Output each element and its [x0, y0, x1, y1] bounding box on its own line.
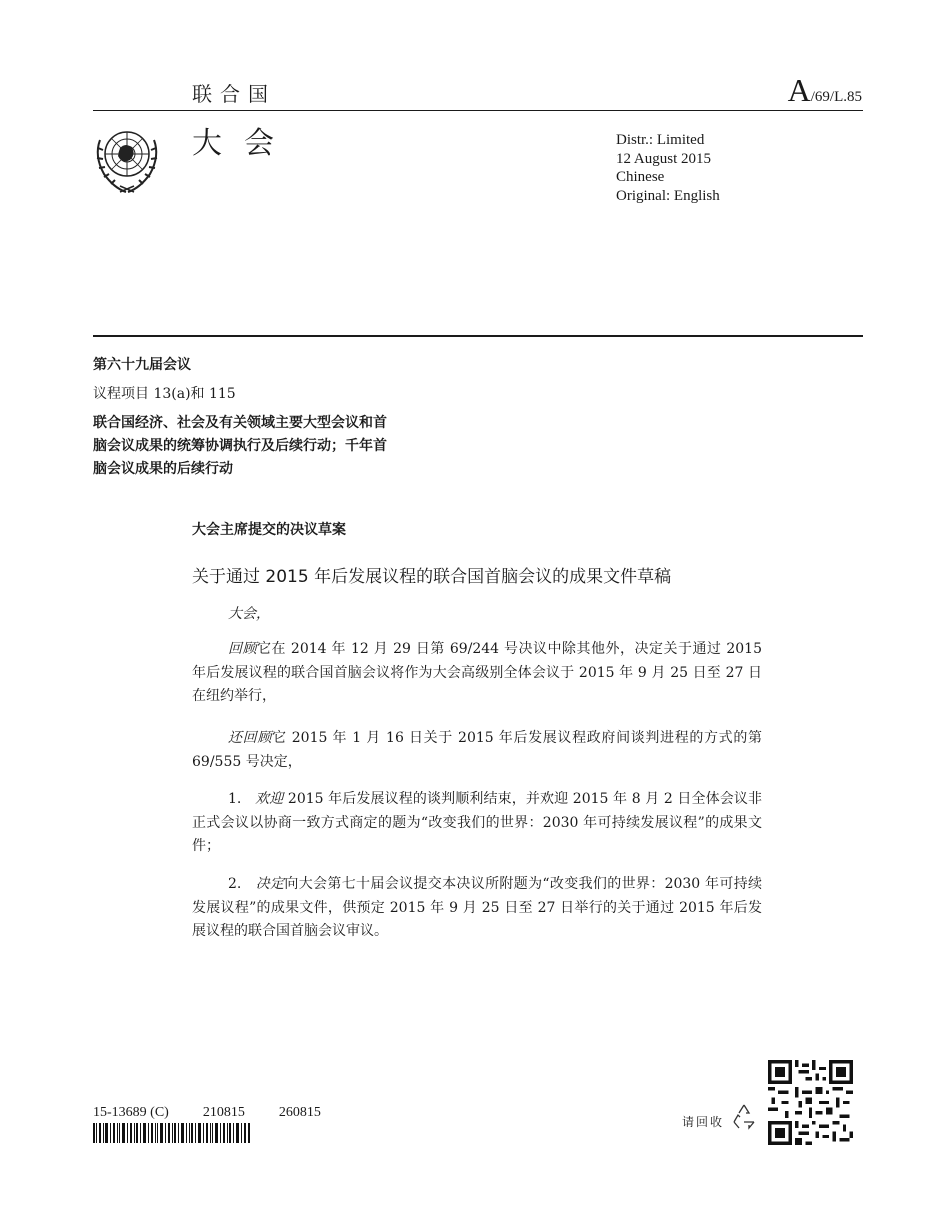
submitted-by: 大会主席提交的决议草案	[192, 522, 346, 538]
doc-number: 15-13689 (C)	[93, 1105, 169, 1120]
distr-date: 12 August 2015	[616, 150, 712, 167]
preamble-1-text: 它在 2014 年 12 月 29 日第 69/244 号决议中除其他外，决定关于通过 2015 年后发展议程的联合国首脑会议将作为大会高级别全体会议于 2015 年 9 月 25 日至 27 日在纽约举行，	[192, 641, 762, 704]
distr-language: Chinese	[616, 169, 665, 185]
preamble-subject	[192, 603, 762, 627]
footer-date-2: 260815	[278, 1105, 321, 1120]
operative-paragraph-1	[192, 788, 762, 859]
op-1-number: 1.	[228, 791, 242, 807]
op-2-lead: 决定	[255, 876, 285, 892]
operative-paragraph-2	[192, 873, 762, 944]
un-emblem-icon	[92, 118, 162, 198]
job-number-line	[93, 1105, 355, 1121]
qr-code-icon	[768, 1060, 853, 1145]
distr-original: Original: English	[616, 187, 720, 204]
preamble-2-lead: 还回顾	[228, 730, 272, 746]
organization-name: 联合国	[192, 82, 276, 106]
barcode-icon	[93, 1123, 250, 1143]
preamble-2-text: 它 2015 年 1 月 16 日关于 2015 年后发展议程政府间谈判进程的方式的第 69/555 号决定，	[192, 730, 762, 770]
recycle-label: 请回收	[682, 1115, 725, 1129]
agenda-title: 联合国经济、社会及有关领域主要大型会议和首脑会议成果的统筹协调执行及后续行动；千年首脑会议成果的后续行动	[93, 415, 387, 477]
op-2-number: 2.	[228, 876, 242, 892]
document-symbol	[788, 72, 862, 109]
session-label: 第六十九届会议	[93, 357, 191, 373]
symbol-suffix: /69/L.85	[810, 89, 862, 105]
section-rule	[93, 335, 863, 337]
distribution-block	[616, 131, 720, 205]
resolution-title: 关于通过 2015 年后发展议程的联合国首脑会议的成果文件草稿	[192, 567, 672, 587]
op-1-lead: 欢迎	[255, 791, 284, 807]
organ-name: 大会	[192, 126, 296, 161]
preamble-subject-text: 大会，	[228, 606, 270, 622]
preamble-paragraph-2	[192, 727, 762, 774]
footer-date-1: 210815	[202, 1105, 245, 1120]
op-2-text: 向大会第七十届会议提交本决议所附题为“改变我们的世界：2030 年可持续发展议程”的成果文件，供预定 2015 年 9 月 25 日至 27 日举行的关于通过 2015 年后发展议程的联合国首脑会议审议。	[192, 876, 762, 939]
preamble-1-lead: 回顾	[228, 641, 257, 657]
header-rule	[93, 110, 863, 111]
agenda-items: 议程项目 13(a)和 115	[93, 386, 236, 402]
distr-line: Distr.: Limited	[616, 132, 705, 148]
recycle-icon	[730, 1102, 758, 1130]
preamble-paragraph-1	[192, 638, 762, 709]
op-1-text: 2015 年后发展议程的谈判顺利结束，并欢迎 2015 年 8 月 2 日全体会议非正式会议以协商一致方式商定的题为“改变我们的世界：2030 年可持续发展议程”的成果文件；	[192, 791, 762, 854]
symbol-prefix: A	[787, 72, 811, 108]
